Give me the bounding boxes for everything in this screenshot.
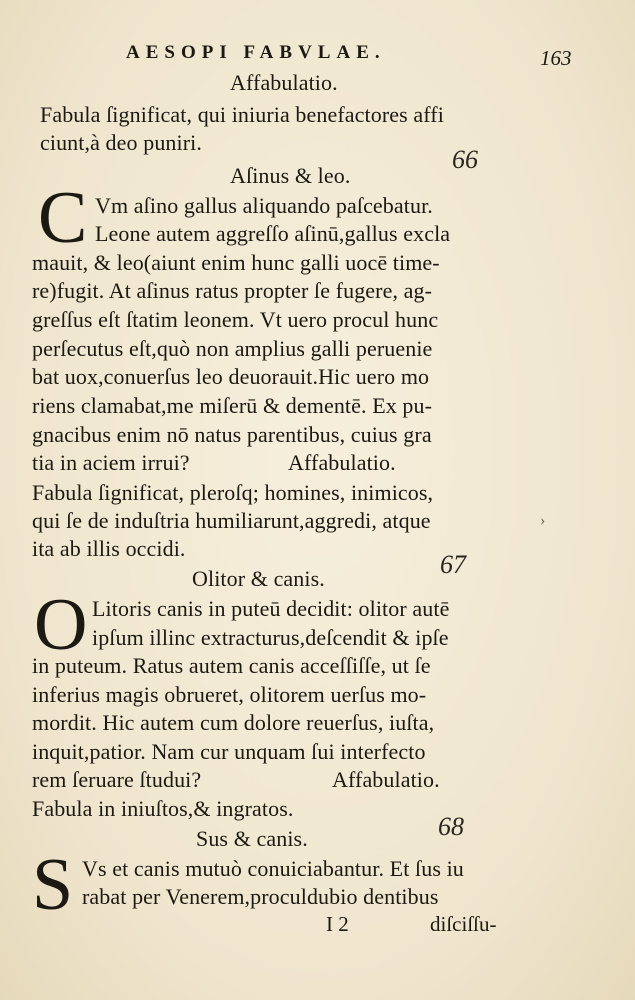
- text-line: rem ſeruare ſtudui?: [32, 767, 202, 792]
- text-line: Vm aſino gallus aliquando paſcebatur.: [95, 193, 433, 218]
- text-line: Leone autem aggreſſo aſinū,gallus excla: [95, 221, 451, 246]
- text-line: greſſus eſt ſtatim leonem. Vt uero procul hunc: [32, 307, 439, 332]
- text-line: Vs et canis mutuò conuiciabantur. Et ſus iu: [82, 856, 464, 881]
- drop-initial: S: [32, 844, 74, 926]
- margin-number: 67: [440, 550, 466, 579]
- text-line: inquit,patior. Nam cur unquam ſui interfecto: [32, 739, 426, 764]
- moral-title: Affabulatio.: [332, 767, 440, 792]
- fable-title: Olitor & canis.: [192, 566, 325, 591]
- text-line: gnacibus enim nō natus parentibus, cuius gra: [32, 422, 432, 447]
- margin-number: 68: [438, 812, 464, 841]
- text-line: Fabula ſignificat, qui iniuria benefactores affi: [40, 102, 444, 127]
- text-line: Fabula in iniuſtos,& ingratos.: [32, 796, 294, 821]
- text-line: tia in aciem irrui?: [32, 450, 190, 475]
- text-line: in puteum. Ratus autem canis acceſſiſſe, ut ſe: [32, 653, 431, 678]
- margin-number: 66: [452, 145, 478, 174]
- text-line: rabat per Venerem,proculdubio dentibus: [82, 884, 439, 909]
- signature-mark: I 2: [326, 912, 349, 936]
- section-title: Affabulatio.: [230, 70, 338, 95]
- text-line: ita ab illis occidi.: [32, 536, 186, 561]
- text-line: inferius magis obrueret, olitorem uerſus mo-: [32, 682, 427, 707]
- text-line: qui ſe de induſtria humiliarunt,aggredi, atque: [32, 508, 431, 533]
- text-line: bat uox,conuerſus leo deuorauit.Hic uero mo: [32, 364, 430, 389]
- moral-title: Affabulatio.: [288, 450, 396, 475]
- text-line: ipſum illinc extracturus,deſcendit & ipſe: [92, 625, 449, 650]
- text-line: Litoris canis in puteū decidit: olitor autē: [92, 596, 450, 621]
- page-number: 163: [540, 46, 572, 70]
- text-line: ciunt,à deo puniri.: [40, 130, 202, 155]
- catchword: diſciſſu-: [430, 912, 497, 936]
- text-line: riens clamabat,me miſerū & dementē. Ex pu-: [32, 393, 433, 418]
- drop-initial: C: [38, 177, 88, 259]
- margin-mark: ›: [540, 512, 546, 529]
- fable-title: Sus & canis.: [196, 826, 308, 851]
- running-title: AESOPI FABVLAE.: [126, 42, 386, 63]
- drop-initial: O: [34, 584, 88, 666]
- text-line: mordit. Hic autem cum dolore reuerſus, iuſta,: [32, 710, 435, 735]
- text-line: perſecutus eſt,quò non amplius galli peruenie: [32, 336, 433, 361]
- text-line: re)fugit. At aſinus ratus propter ſe fugere, ag-: [32, 278, 433, 303]
- fable-title: Aſinus & leo.: [230, 163, 351, 188]
- text-line: Fabula ſignificat, pleroſq; homines, inimicos,: [32, 480, 434, 505]
- text-line: mauit, & leo(aiunt enim hunc galli uocē time-: [32, 250, 440, 275]
